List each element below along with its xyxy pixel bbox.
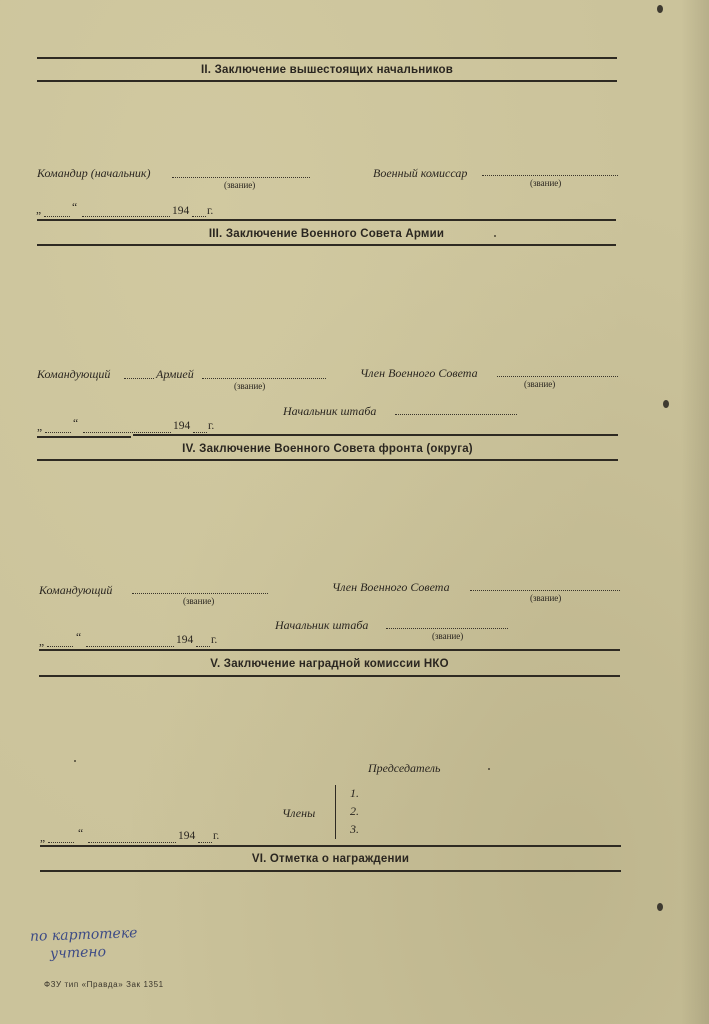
section-iii-title: III. Заключение Военного Совета Армии: [208, 228, 445, 240]
member-1: 1.: [350, 786, 359, 800]
front-commanding-rank-caption: (звание): [183, 596, 215, 606]
members-label: Члены: [282, 806, 316, 820]
section-vi-title: VI. Отметка о награждении: [251, 853, 410, 865]
army-label: Армией: [156, 367, 194, 381]
date-month-field-iv: [86, 646, 174, 647]
date-month-field-iii: [83, 432, 171, 433]
punch-hole-middle: [663, 400, 669, 408]
divider-before-section-iv: [133, 434, 618, 436]
army-commanding-field: [202, 378, 326, 379]
date-quote-close-v: “: [78, 828, 84, 840]
handwritten-note-line-2: учтено: [49, 944, 107, 962]
date-day-field-ii: [44, 216, 70, 217]
speck: [494, 235, 496, 237]
army-council-member-rank-caption: (звание): [524, 379, 556, 389]
commissar-field: [482, 175, 618, 176]
divider-section-v: [39, 675, 620, 677]
punch-hole-top: [657, 5, 663, 13]
date-year-field-ii: [192, 216, 206, 217]
army-commanding-rank-caption: (звание): [234, 381, 266, 391]
army-chief-of-staff-label: Начальник штаба: [283, 404, 377, 418]
section-ii-title: II. Заключение вышестоящих начальников: [200, 64, 453, 76]
commander-label: Командир (начальник): [37, 166, 151, 180]
paper-edge-shadow: [681, 0, 709, 1024]
section-iv-title: IV. Заключение Военного Совета фронта (округа): [182, 443, 473, 455]
date-month-field-ii: [82, 216, 170, 217]
divider-section-iv: [37, 459, 618, 461]
date-quote-close-iv: “: [76, 632, 82, 644]
date-quote-open-iii: „: [37, 421, 43, 433]
army-chief-of-staff-field: [395, 414, 517, 415]
date-year-iv: 194: [176, 634, 194, 646]
member-3: 3.: [350, 822, 359, 836]
date-day-field-v: [48, 842, 74, 843]
divider-before-section-v: [39, 649, 620, 651]
chairman-label: Председатель: [368, 761, 441, 775]
front-chief-of-staff-label: Начальник штаба: [275, 618, 369, 632]
army-council-member-field: [497, 376, 618, 377]
date-day-field-iii: [45, 432, 71, 433]
date-year-field-iv: [196, 646, 210, 647]
divider-top: [37, 57, 617, 59]
divider-before-section-iii: [37, 219, 616, 221]
divider-section-ii: [37, 80, 617, 82]
date-year-v: 194: [178, 830, 196, 842]
front-chief-of-staff-rank-caption: (звание): [432, 631, 464, 641]
speck: [74, 760, 76, 762]
commissar-label: Военный комиссар: [373, 166, 468, 180]
date-year-ii: 194: [172, 205, 190, 217]
printer-mark: ФЗУ тип «Правда» Зак 1351: [44, 980, 164, 989]
date-year-suffix-ii: г.: [207, 205, 214, 217]
commissar-rank-caption: (звание): [530, 178, 562, 188]
date-month-field-v: [88, 842, 176, 843]
date-quote-open-ii: „: [36, 204, 42, 216]
commander-rank-caption: (звание): [224, 180, 256, 190]
speck: [488, 768, 490, 770]
date-quote-open-v: „: [40, 832, 46, 844]
front-commanding-label: Командующий: [39, 583, 113, 597]
front-council-member-rank-caption: (звание): [530, 593, 562, 603]
date-quote-close-ii: “: [72, 202, 78, 214]
date-year-suffix-iv: г.: [211, 634, 218, 646]
divider-section-vi: [40, 870, 621, 872]
date-quote-open-iv: „: [39, 636, 45, 648]
date-year-iii: 194: [173, 420, 191, 432]
punch-hole-bottom: [657, 903, 663, 911]
date-quote-close-iii: “: [73, 418, 79, 430]
front-council-member-field: [470, 590, 620, 591]
member-2: 2.: [350, 804, 359, 818]
divider-before-section-vi: [40, 845, 621, 847]
front-council-member-label: Член Военного Совета: [332, 580, 450, 594]
date-year-suffix-iii: г.: [208, 420, 215, 432]
members-brace: [335, 785, 340, 839]
section-v-title: V. Заключение наградной комиссии НКО: [210, 658, 449, 670]
divider-before-section-iv-left: [37, 436, 131, 438]
army-number-field: [124, 378, 154, 379]
date-year-field-iii: [193, 432, 207, 433]
army-council-member-label: Член Военного Совета: [360, 366, 478, 380]
handwritten-note-line-1: по картотеке: [29, 925, 138, 945]
front-chief-of-staff-field: [386, 628, 508, 629]
commander-field: [172, 177, 310, 178]
divider-section-iii: [37, 244, 616, 246]
front-commanding-field: [132, 593, 268, 594]
army-commanding-label: Командующий: [37, 367, 111, 381]
date-year-field-v: [198, 842, 212, 843]
date-day-field-iv: [47, 646, 73, 647]
date-year-suffix-v: г.: [213, 830, 220, 842]
